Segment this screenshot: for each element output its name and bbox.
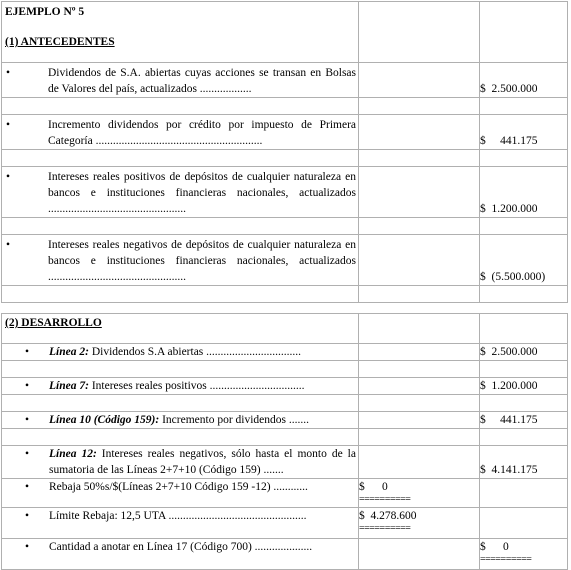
- rebaja-amount: $ 0: [359, 481, 388, 493]
- line-label: Línea 2:: [49, 346, 89, 358]
- line7-amount: $ 1.200.000: [480, 378, 568, 395]
- line-label: Línea 10 (Código 159):: [49, 414, 160, 426]
- line2-amount: $ 2.500.000: [480, 344, 568, 361]
- section2-title: (2) DESARROLLO: [5, 317, 102, 329]
- item-text: Intereses reales negativos de depósitos de cualquier naturaleza en bancos e instituciones financieras nacionales, actualizados ................................................: [48, 239, 356, 283]
- line12-amount: $ 4.141.175: [480, 446, 568, 479]
- item-text: Incremento dividendos por crédito por impuesto de Primera Categoría ..........................................................: [48, 119, 356, 147]
- item-amount: $ (5.500.000): [480, 235, 568, 286]
- line-text: Intereses reales negativos, sólo hasta el monto de la sumatoria de las Líneas 2+7+10 (Código 159) .......: [49, 448, 356, 476]
- bullet: •: [25, 380, 30, 392]
- example-title: EJEMPLO Nº 5: [5, 6, 85, 18]
- line-label: Línea 12:: [49, 448, 97, 460]
- bullet: •: [25, 346, 30, 358]
- rebaja-text: Rebaja 50%s/$(Líneas 2+7+10 Código 159 -12) ............: [49, 481, 308, 493]
- limite-amount: $ 4.278.600: [359, 510, 417, 522]
- bullet: •: [25, 541, 30, 553]
- bullet: •: [25, 481, 30, 493]
- line-text: Intereses reales positivos .................................: [88, 380, 305, 392]
- limite-text: Límite Rebaja: 12,5 UTA ................................................: [49, 510, 307, 522]
- bullet: •: [6, 171, 11, 183]
- bullet: •: [6, 239, 11, 251]
- item-text: Dividendos de S.A. abiertas cuyas acciones se transan en Bolsas de Valores del país, actualizados ..................: [48, 67, 356, 95]
- bullet: •: [6, 67, 11, 79]
- cantidad-amount: $ 0: [480, 541, 509, 553]
- line-text: Incremento por dividendos .......: [159, 414, 309, 426]
- bullet: •: [25, 414, 30, 426]
- bullet: •: [6, 119, 11, 131]
- section1-title: (1) ANTECEDENTES: [5, 36, 115, 48]
- item-text: Intereses reales positivos de depósitos de cualquier naturaleza en bancos e instituciones financieras nacionales, actualizados ................................................: [48, 171, 356, 215]
- antecedentes-table: [1, 1, 568, 303]
- double-underline: ==========: [359, 523, 411, 534]
- bullet: •: [25, 448, 30, 460]
- item-amount: $ 1.200.000: [480, 167, 568, 218]
- line-text: Dividendos S.A abiertas .................................: [88, 346, 302, 358]
- item-amount: $ 441.175: [480, 115, 568, 150]
- desarrollo-table: [1, 313, 568, 570]
- item-amount: $ 2.500.000: [480, 63, 568, 98]
- cantidad-text: Cantidad a anotar en Línea 17 (Código 700) ....................: [49, 541, 313, 553]
- double-underline: ==========: [480, 554, 532, 565]
- line10-amount: $ 441.175: [480, 412, 568, 429]
- double-underline: ==========: [359, 494, 411, 505]
- line-label: Línea 7:: [49, 380, 89, 392]
- bullet: •: [25, 510, 30, 522]
